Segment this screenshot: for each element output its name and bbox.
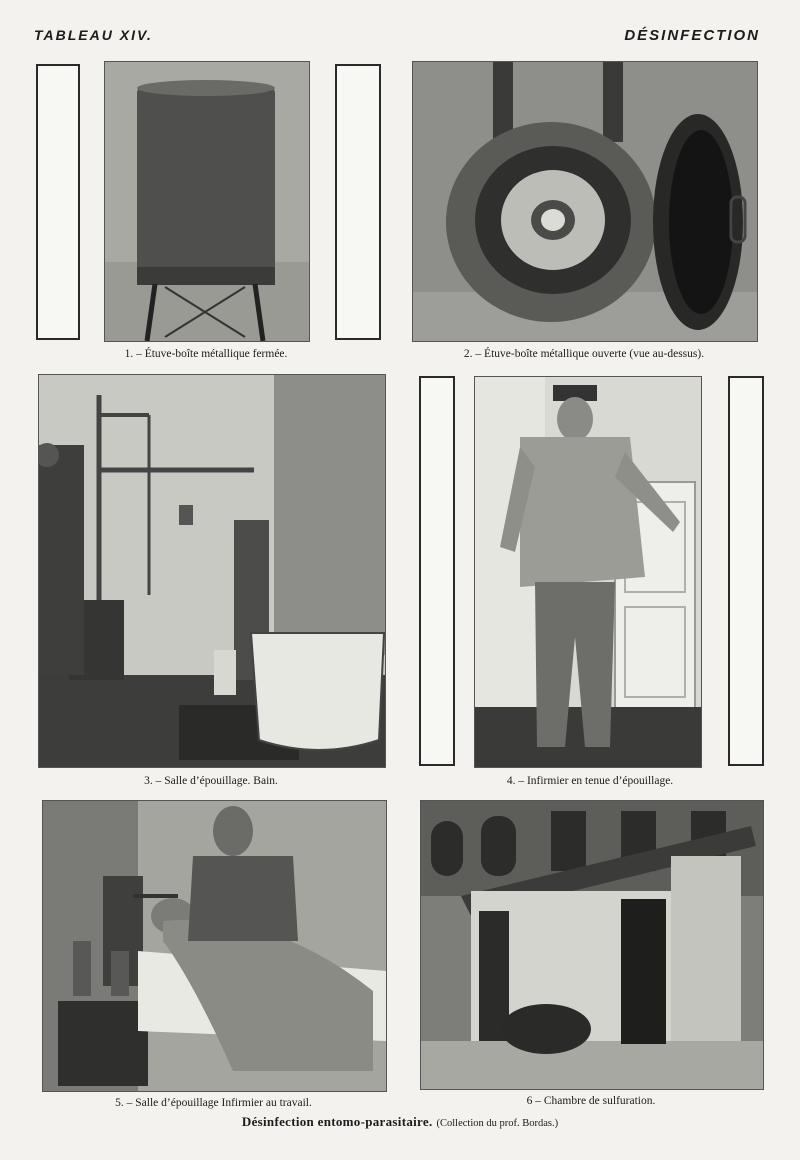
photo-open-metal-oven (412, 61, 758, 342)
blank-frame-right-3 (728, 376, 764, 766)
photo-nurse-at-work (42, 800, 387, 1092)
footer-title: Désinfection entomo-parasitaire. (241, 1114, 433, 1129)
photo-delousing-bath-room (38, 374, 386, 768)
caption-figure-1: 1. – Étuve-boîte métallique fermée. (124, 348, 288, 360)
plate-label: TABLEAU XIV. (34, 27, 153, 43)
photo-nurse-delousing-outfit (474, 376, 702, 768)
section-title: DÉSINFECTION (624, 27, 760, 44)
photo-closed-metal-oven (104, 61, 310, 342)
caption-figure-2: 2. – Étuve-boîte métallique ouverte (vue au-dessus). (463, 348, 705, 360)
caption-figure-6: 6 – Chambre de sulfuration. (526, 1095, 656, 1107)
plate-footer (0, 1113, 800, 1131)
blank-frame-left-2 (335, 64, 381, 340)
caption-figure-3: 3. – Salle d’épouillage. Bain. (144, 775, 278, 787)
caption-figure-5: 5. – Salle d’épouillage Infirmier au travail. (115, 1097, 312, 1109)
blank-frame-left-3 (419, 376, 455, 766)
footer-credit: (Collection du prof. Bordas.) (436, 1118, 559, 1129)
caption-figure-4: 4. – Infirmier en tenue d’épouillage. (506, 775, 674, 787)
blank-frame-left-1 (36, 64, 80, 340)
photo-sulfuration-chamber (420, 800, 764, 1090)
